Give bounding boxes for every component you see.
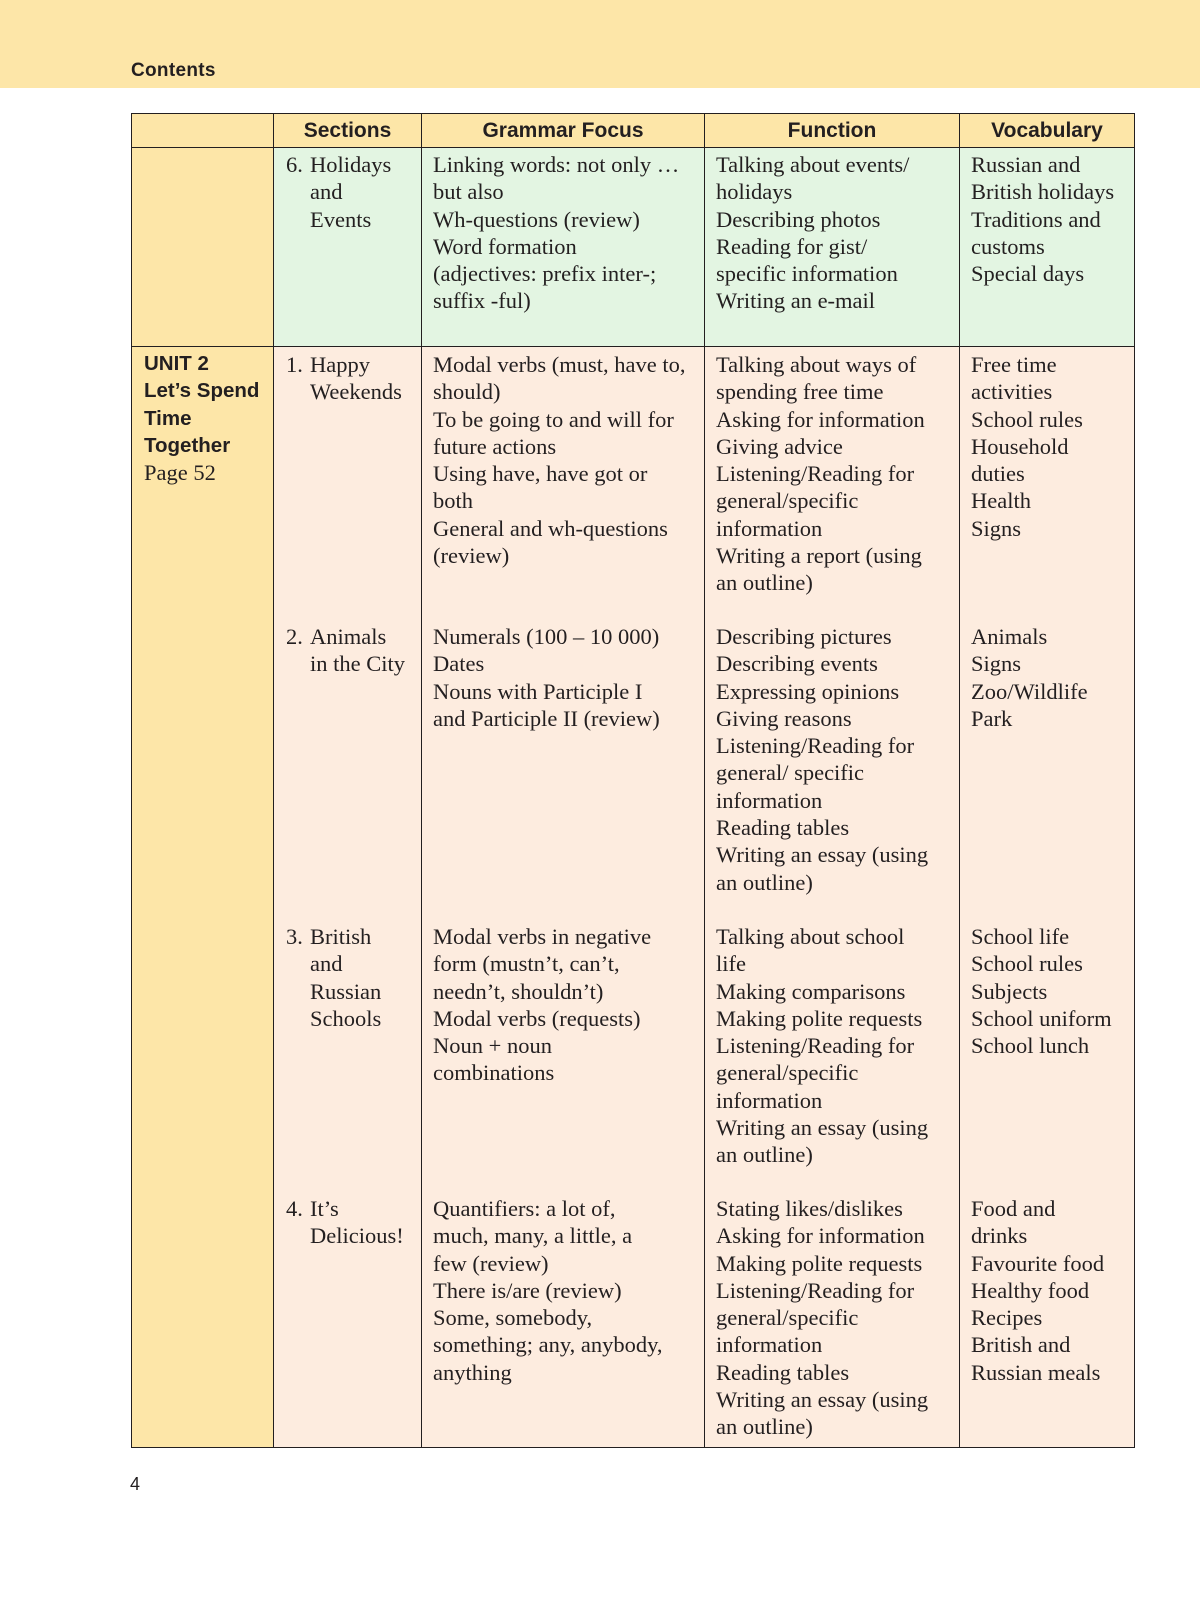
section-cell bbox=[274, 923, 422, 1195]
function-line: spending free time bbox=[716, 379, 884, 405]
vocabulary-line: customs bbox=[971, 233, 1045, 259]
grammar-cell bbox=[422, 623, 705, 923]
section-cell bbox=[274, 1195, 422, 1448]
function-line: Listening/Reading for bbox=[716, 1277, 915, 1303]
header-grammar-focus: Grammar Focus bbox=[422, 114, 705, 148]
function-line: general/ specific bbox=[716, 760, 865, 786]
vocabulary-line: School uniform bbox=[971, 1005, 1112, 1031]
function-line: information bbox=[716, 1087, 823, 1113]
function-line: Asking for information bbox=[716, 406, 925, 432]
function-line: Stating likes/dislikes bbox=[716, 1196, 903, 1221]
function-line: general/specific bbox=[716, 1305, 859, 1331]
section-title-line: in the City bbox=[310, 651, 405, 677]
function-line: Listening/Reading for bbox=[716, 461, 915, 487]
vocabulary-cell bbox=[960, 347, 1135, 624]
header-row bbox=[132, 114, 1135, 148]
header-vocabulary: Vocabulary bbox=[960, 114, 1135, 148]
vocabulary-line: Recipes bbox=[971, 1305, 1043, 1331]
grammar-line: General and wh-questions bbox=[433, 515, 668, 541]
section-title-line bbox=[286, 623, 411, 650]
contents-table bbox=[131, 113, 1135, 1448]
function-line: general/specific bbox=[716, 488, 859, 514]
vocabulary-line: Subjects bbox=[971, 978, 1048, 1004]
function-line: Writing an essay (using bbox=[716, 1387, 929, 1413]
vocabulary-line: Special days bbox=[971, 261, 1085, 287]
vocabulary-line: Food and bbox=[971, 1196, 1056, 1221]
grammar-line: suffix -ful) bbox=[433, 288, 531, 314]
grammar-line: Using have, have got or bbox=[433, 461, 648, 487]
vocabulary-line: School rules bbox=[971, 406, 1083, 432]
unit-title-line: Let’s Spend bbox=[144, 379, 260, 403]
grammar-line: form (mustn’t, can’t, bbox=[433, 951, 620, 977]
function-line: information bbox=[716, 1332, 823, 1358]
function-line: Talking about school bbox=[716, 924, 905, 949]
grammar-cell bbox=[422, 148, 705, 347]
function-line: Making polite requests bbox=[716, 1005, 923, 1031]
table-row bbox=[132, 623, 1135, 923]
grammar-line: anything bbox=[433, 1359, 512, 1385]
unit-1-cell bbox=[132, 148, 274, 347]
unit-page-reference: Page 52 bbox=[144, 460, 216, 486]
function-line: Reading tables bbox=[716, 1359, 850, 1385]
vocabulary-line: Household bbox=[971, 433, 1069, 459]
table-row bbox=[132, 1195, 1135, 1448]
grammar-line: Modal verbs (requests) bbox=[433, 1005, 641, 1031]
function-line: Talking about events/ bbox=[716, 152, 910, 177]
function-line: an outline) bbox=[716, 1414, 813, 1440]
grammar-line: both bbox=[433, 488, 474, 514]
section-title-line bbox=[286, 923, 411, 950]
function-line: information bbox=[716, 787, 823, 813]
table-row bbox=[132, 347, 1135, 624]
function-line: general/specific bbox=[716, 1060, 859, 1086]
section-number: 2. bbox=[286, 624, 303, 649]
function-line: Making comparisons bbox=[716, 978, 906, 1004]
section-title-line bbox=[286, 151, 411, 178]
grammar-line: combinations bbox=[433, 1060, 555, 1086]
section-number: 1. bbox=[286, 352, 303, 377]
vocabulary-line: Russian meals bbox=[971, 1359, 1101, 1385]
vocabulary-cell bbox=[960, 148, 1135, 347]
function-line: an outline) bbox=[716, 570, 813, 596]
function-line: Describing pictures bbox=[716, 624, 892, 649]
function-line: Asking for information bbox=[716, 1223, 925, 1249]
header-blank-cell bbox=[132, 114, 274, 148]
vocabulary-line: Animals bbox=[971, 624, 1048, 649]
section-cell bbox=[274, 148, 422, 347]
section-title-line: Schools bbox=[310, 1005, 382, 1031]
grammar-line: Numerals (100 – 10 000) bbox=[433, 624, 660, 649]
grammar-line: Nouns with Participle I bbox=[433, 678, 643, 704]
function-line: Making polite requests bbox=[716, 1250, 923, 1276]
section-number: 4. bbox=[286, 1196, 303, 1221]
vocabulary-line: Favourite food bbox=[971, 1250, 1105, 1276]
grammar-line: Wh-questions (review) bbox=[433, 206, 640, 232]
vocabulary-cell bbox=[960, 923, 1135, 1195]
grammar-line: Modal verbs in negative bbox=[433, 924, 652, 949]
grammar-line: should) bbox=[433, 379, 501, 405]
grammar-line: (adjectives: prefix inter-; bbox=[433, 261, 657, 287]
grammar-line: Some, somebody, bbox=[433, 1305, 593, 1331]
function-line: an outline) bbox=[716, 869, 813, 895]
vocabulary-line: drinks bbox=[971, 1223, 1028, 1249]
function-line: Writing an essay (using bbox=[716, 842, 929, 868]
function-line: Listening/Reading for bbox=[716, 733, 915, 759]
header-function: Function bbox=[705, 114, 960, 148]
vocabulary-line: Signs bbox=[971, 651, 1022, 677]
vocabulary-line: School rules bbox=[971, 951, 1083, 977]
function-line: Writing an essay (using bbox=[716, 1115, 929, 1141]
function-line: Describing events bbox=[716, 651, 878, 677]
grammar-line: Modal verbs (must, have to, bbox=[433, 352, 686, 377]
grammar-line: few (review) bbox=[433, 1250, 549, 1276]
grammar-line: Dates bbox=[433, 651, 485, 677]
vocabulary-line: Traditions and bbox=[971, 206, 1101, 232]
function-line: information bbox=[716, 515, 823, 541]
section-title-line: and bbox=[310, 951, 343, 977]
function-cell bbox=[705, 923, 960, 1195]
section-title-line: Russian bbox=[310, 978, 382, 1004]
section-title-line: and bbox=[310, 179, 343, 205]
unit-2-cell bbox=[132, 347, 274, 1448]
section-title-text: Happy bbox=[310, 352, 370, 377]
grammar-line: There is/are (review) bbox=[433, 1277, 622, 1303]
section-title-text: British bbox=[310, 924, 372, 949]
vocabulary-line: Russian and bbox=[971, 152, 1081, 177]
vocabulary-line: activities bbox=[971, 379, 1053, 405]
page-number: 4 bbox=[130, 1474, 141, 1494]
vocabulary-cell bbox=[960, 1195, 1135, 1448]
function-line: specific information bbox=[716, 261, 898, 287]
function-cell bbox=[705, 148, 960, 347]
grammar-line: To be going to and will for bbox=[433, 406, 674, 432]
vocabulary-line: Park bbox=[971, 705, 1013, 731]
grammar-line: Word formation bbox=[433, 233, 577, 259]
function-line: Talking about ways of bbox=[716, 352, 917, 377]
section-title-line: Weekends bbox=[310, 379, 402, 405]
header-sections: Sections bbox=[274, 114, 422, 148]
grammar-line: (review) bbox=[433, 543, 510, 569]
table-row bbox=[132, 923, 1135, 1195]
section-cell bbox=[274, 623, 422, 923]
grammar-line: much, many, a little, a bbox=[433, 1223, 633, 1249]
function-line: life bbox=[716, 951, 746, 977]
grammar-line: and Participle II (review) bbox=[433, 705, 660, 731]
function-line: an outline) bbox=[716, 1142, 813, 1168]
unit-title-line: Together bbox=[144, 433, 231, 457]
vocabulary-line: British and bbox=[971, 1332, 1071, 1358]
section-title-line: Events bbox=[310, 206, 372, 232]
section-number: 6. bbox=[286, 152, 303, 177]
grammar-line: needn’t, shouldn’t) bbox=[433, 978, 604, 1004]
function-line: holidays bbox=[716, 179, 793, 205]
function-line: Giving reasons bbox=[716, 705, 852, 731]
function-line: Expressing opinions bbox=[716, 678, 900, 704]
grammar-line: Noun + noun bbox=[433, 1033, 552, 1059]
function-line: Listening/Reading for bbox=[716, 1033, 915, 1059]
function-line: Writing a report (using bbox=[716, 543, 922, 569]
function-cell bbox=[705, 347, 960, 624]
vocabulary-line: Zoo/Wildlife bbox=[971, 678, 1088, 704]
function-line: Reading for gist/ bbox=[716, 233, 868, 259]
grammar-line: Linking words: not only … bbox=[433, 152, 680, 177]
section-title-text: It’s bbox=[310, 1196, 339, 1221]
vocabulary-line: Health bbox=[971, 488, 1031, 514]
section-number: 3. bbox=[286, 924, 303, 949]
page-title: Contents bbox=[131, 60, 216, 81]
function-line: Describing photos bbox=[716, 206, 881, 232]
vocabulary-line: Healthy food bbox=[971, 1277, 1090, 1303]
vocabulary-line: Free time bbox=[971, 352, 1057, 377]
function-line: Writing an e-mail bbox=[716, 288, 876, 314]
unit-title-line: Time bbox=[144, 406, 192, 430]
grammar-line: but also bbox=[433, 179, 504, 205]
vocabulary-line: School life bbox=[971, 924, 1070, 949]
section-cell bbox=[274, 347, 422, 624]
grammar-line: Quantifiers: a lot of, bbox=[433, 1196, 616, 1221]
grammar-cell bbox=[422, 1195, 705, 1448]
table-row bbox=[132, 148, 1135, 347]
unit-title-line: UNIT 2 bbox=[144, 352, 209, 375]
function-line: Reading tables bbox=[716, 815, 850, 841]
vocabulary-line: Signs bbox=[971, 515, 1022, 541]
function-cell bbox=[705, 623, 960, 923]
function-line: Giving advice bbox=[716, 433, 843, 459]
section-title-text: Holidays bbox=[310, 152, 392, 177]
vocabulary-line: British holidays bbox=[971, 179, 1115, 205]
section-title-line bbox=[286, 351, 411, 378]
section-title-text: Animals bbox=[310, 624, 387, 649]
function-cell bbox=[705, 1195, 960, 1448]
grammar-cell bbox=[422, 923, 705, 1195]
section-title-line bbox=[286, 1195, 411, 1222]
grammar-line: future actions bbox=[433, 433, 557, 459]
grammar-line: something; any, anybody, bbox=[433, 1332, 663, 1358]
vocabulary-cell bbox=[960, 623, 1135, 923]
section-title-line: Delicious! bbox=[310, 1223, 404, 1249]
grammar-cell bbox=[422, 347, 705, 624]
vocabulary-line: duties bbox=[971, 461, 1025, 487]
vocabulary-line: School lunch bbox=[971, 1033, 1090, 1059]
